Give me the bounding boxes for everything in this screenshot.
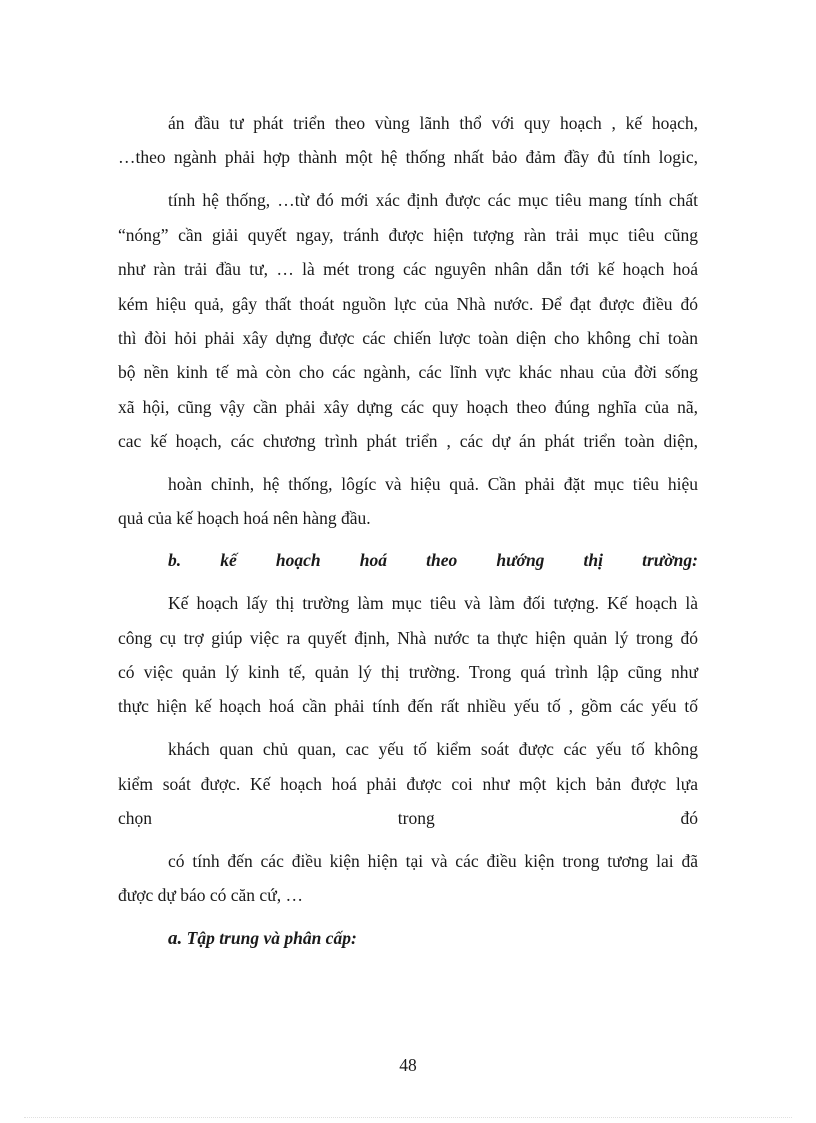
page-number: 48 bbox=[399, 1055, 417, 1075]
text-line: xã hội, cũng vậy cần phải xây dựng các quy hoạch theo đúng nghĩa của nã, bbox=[118, 397, 698, 417]
page-bottom-border bbox=[24, 1117, 792, 1118]
text-line: án đầu tư phát triển theo vùng lãnh thổ với quy hoạch , kế hoạch, bbox=[168, 113, 698, 133]
section-heading-a-text: Tập trung và phân cấp: bbox=[186, 928, 357, 948]
text-line: bộ nền kinh tế mà còn cho các ngành, các lĩnh vực khác nhau của đời sống bbox=[118, 362, 698, 382]
text-line: cac kế hoạch, các chương trình phát triển , các dự án phát triển toàn diện, bbox=[118, 431, 698, 451]
text-line: có tính đến các điều kiện hiện tại và các điều kiện trong tương lai đã bbox=[168, 851, 698, 871]
text-line: “nóng” cần giải quyết ngay, tránh được hiện tượng ràn trải mục tiêu cũng bbox=[118, 225, 698, 245]
text-line: quả của kế hoạch hoá nên hàng đầu. bbox=[118, 508, 371, 528]
section-heading-a-label: a. bbox=[168, 928, 183, 949]
text-line: như ràn trải đầu tư, … là mét trong các nguyên nhân dẫn tới kế hoạch hoá bbox=[118, 259, 698, 279]
text-line: kém hiệu quả, gây thất thoát nguồn lực của Nhà nước. Để đạt được điều đó bbox=[118, 294, 698, 314]
text-line: thì đòi hỏi phải xây dựng được các chiến lược toàn diện cho không chỉ toàn bbox=[118, 328, 698, 348]
text-line: chọn trong đó bbox=[118, 808, 698, 828]
text-line: được dự báo có căn cứ, … bbox=[118, 885, 303, 905]
text-line: …theo ngành phải hợp thành một hệ thống nhất bảo đảm đầy đủ tính logic, bbox=[118, 147, 698, 167]
text-line: có việc quản lý kinh tế, quản lý thị trường. Trong quá trình lập cũng như bbox=[118, 662, 698, 682]
section-heading-a bbox=[168, 928, 357, 950]
text-line: khách quan chủ quan, cac yếu tố kiểm soát được các yếu tố không bbox=[168, 739, 698, 759]
text-line: thực hiện kế hoạch hoá cần phải tính đến rất nhiều yếu tố , gồm các yếu tố bbox=[118, 696, 698, 716]
text-line: Kế hoạch lấy thị trường làm mục tiêu và làm đối tượng. Kế hoạch là bbox=[168, 593, 698, 613]
text-line: tính hệ thống, …từ đó mới xác định được các mục tiêu mang tính chất bbox=[168, 190, 698, 210]
section-heading-b: b. kế hoạch hoá theo hướng thị trường: bbox=[168, 550, 698, 570]
text-line: hoàn chỉnh, hệ thống, lôgíc và hiệu quả. Cần phải đặt mục tiêu hiệu bbox=[168, 474, 698, 494]
text-line: kiểm soát được. Kế hoạch hoá phải được coi như một kịch bản được lựa bbox=[118, 774, 698, 794]
text-line: công cụ trợ giúp việc ra quyết định, Nhà nước ta thực hiện quản lý trong đó bbox=[118, 628, 698, 648]
